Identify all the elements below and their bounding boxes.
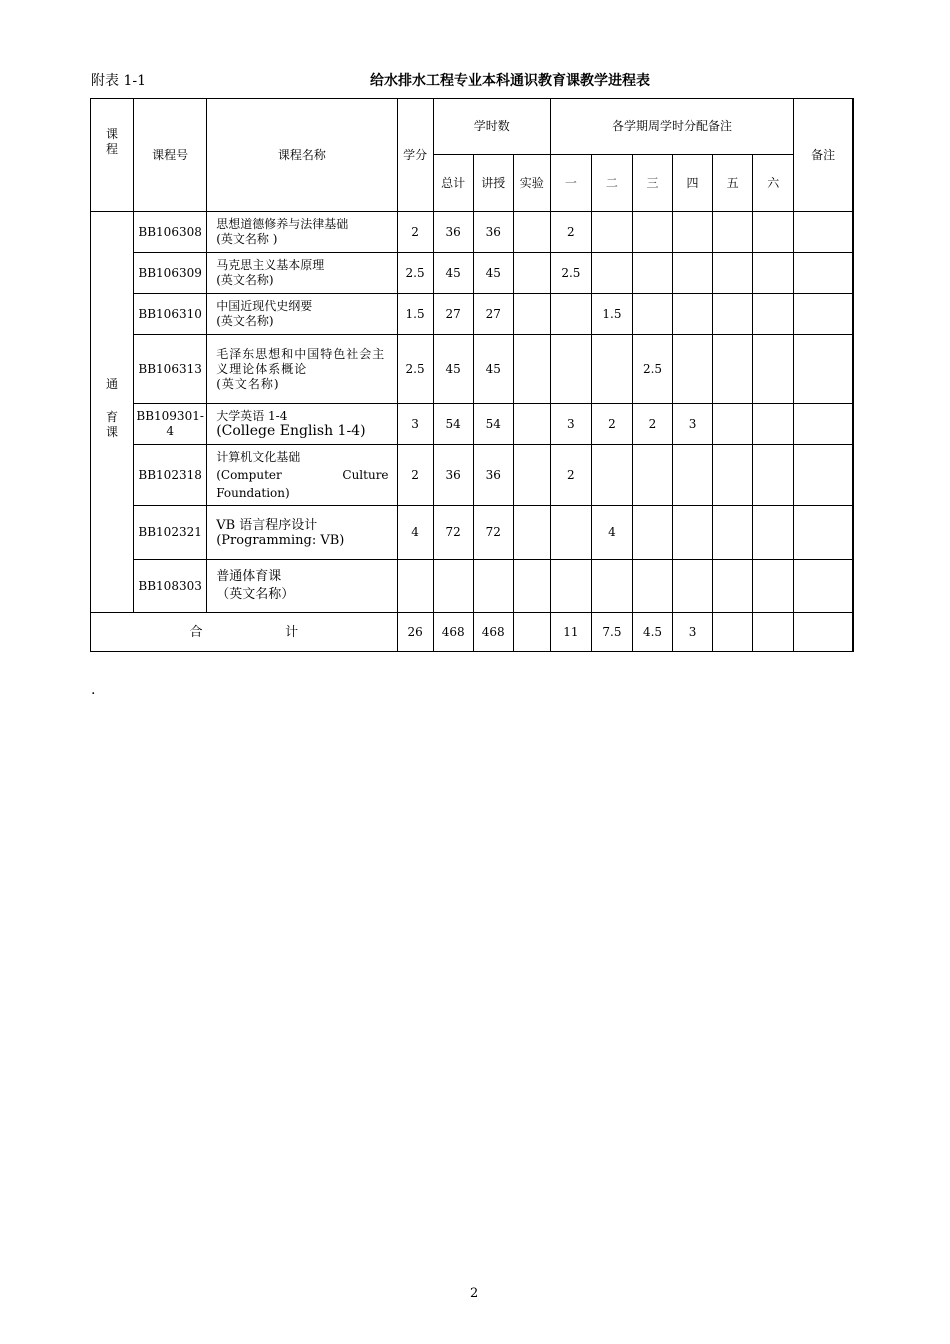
course-name-cn: 中国近现代史纲要 — [216, 299, 313, 313]
semester-2 — [591, 335, 632, 404]
stray-dot: . — [91, 682, 96, 698]
course-name — [207, 445, 397, 506]
table-row — [91, 212, 854, 253]
hours-total: 72 — [433, 506, 473, 560]
semester-3 — [632, 212, 672, 253]
course-name — [207, 212, 397, 253]
credit: 2.5 — [397, 253, 433, 294]
course-name-cn: 马克思主义基本原理 — [216, 258, 325, 272]
course-name — [207, 253, 397, 294]
hours-lecture: 27 — [473, 294, 513, 335]
totals-hours-lecture: 468 — [473, 613, 513, 652]
header-hours: 学时数 — [433, 99, 550, 155]
remarks — [794, 506, 853, 560]
category-cell — [91, 212, 134, 613]
course-name-cn: 毛泽东思想和中国特色社会主义理论体系概论 — [216, 346, 386, 376]
header-course-name: 课程名称 — [207, 99, 397, 212]
semester-3 — [632, 506, 672, 560]
course-name-en: (英文名称) — [216, 376, 280, 391]
table-row — [91, 294, 854, 335]
semester-2 — [591, 560, 632, 613]
semester-1: 2 — [550, 212, 591, 253]
totals-semester-4: 3 — [673, 613, 713, 652]
header-remarks: 备注 — [794, 99, 853, 212]
hours-total: 54 — [433, 404, 473, 445]
table-row — [91, 335, 854, 404]
semester-5 — [713, 445, 753, 506]
course-code: BB109301-4 — [134, 404, 207, 445]
semester-3: 2.5 — [632, 335, 672, 404]
credit: 2 — [397, 212, 433, 253]
course-code: BB108303 — [134, 560, 207, 613]
hours-lab — [513, 294, 550, 335]
semester-1: 2 — [550, 445, 591, 506]
header-hours-total: 总计 — [433, 155, 473, 212]
credit: 4 — [397, 506, 433, 560]
course-name-cn: 大学英语 1-4 — [216, 409, 288, 423]
semester-5 — [713, 294, 753, 335]
course-code: BB102321 — [134, 506, 207, 560]
totals-hours-lab — [513, 613, 550, 652]
semester-4 — [673, 506, 713, 560]
semester-2 — [591, 212, 632, 253]
category-label-bottom: 育 课 — [106, 410, 119, 439]
course-name-cn: 普通体育课 — [216, 569, 282, 584]
hours-total: 27 — [433, 294, 473, 335]
hours-lab — [513, 212, 550, 253]
header-course-code: 课程号 — [134, 99, 207, 212]
semester-5 — [713, 335, 753, 404]
hours-lecture: 45 — [473, 335, 513, 404]
course-name — [207, 560, 397, 613]
semester-1: 2.5 — [550, 253, 591, 294]
course-name-en: (英文名称 ) — [216, 232, 278, 246]
semester-6 — [753, 506, 794, 560]
semester-4 — [673, 560, 713, 613]
semester-6 — [753, 560, 794, 613]
header-semester-3: 三 — [632, 155, 672, 212]
totals-label: 合 计 — [91, 613, 398, 652]
semester-5 — [713, 404, 753, 445]
hours-lab — [513, 253, 550, 294]
hours-total: 45 — [433, 253, 473, 294]
hours-lecture: 45 — [473, 253, 513, 294]
header-semester-5: 五 — [713, 155, 753, 212]
course-code: BB106308 — [134, 212, 207, 253]
totals-hours-total: 468 — [433, 613, 473, 652]
course-code: BB102318 — [134, 445, 207, 506]
page-title: 给水排水工程专业本科通识教育课教学进程表 — [370, 73, 650, 89]
totals-remarks — [794, 613, 853, 652]
semester-1 — [550, 335, 591, 404]
hours-lecture: 54 — [473, 404, 513, 445]
course-name-en: (英文名称) — [216, 273, 274, 287]
header-semesters: 各学期周学时分配备注 — [550, 99, 793, 155]
remarks — [794, 253, 853, 294]
semester-2: 2 — [591, 404, 632, 445]
header-semester-6: 六 — [753, 155, 794, 212]
hours-lecture: 72 — [473, 506, 513, 560]
semester-3 — [632, 294, 672, 335]
semester-1: 3 — [550, 404, 591, 445]
semester-2: 1.5 — [591, 294, 632, 335]
semester-1 — [550, 506, 591, 560]
hours-lab — [513, 445, 550, 506]
semester-6 — [753, 253, 794, 294]
header-credit: 学分 — [397, 99, 433, 212]
course-code: BB106313 — [134, 335, 207, 404]
semester-1 — [550, 560, 591, 613]
totals-semester-1: 11 — [550, 613, 591, 652]
credit — [397, 560, 433, 613]
hours-lab — [513, 335, 550, 404]
totals-row — [91, 613, 854, 652]
semester-2 — [591, 253, 632, 294]
table-row — [91, 253, 854, 294]
semester-4 — [673, 212, 713, 253]
hours-lab — [513, 560, 550, 613]
table-row — [91, 445, 854, 506]
semester-6 — [753, 404, 794, 445]
semester-6 — [753, 294, 794, 335]
course-name-en: (英文名称) — [216, 314, 274, 328]
course-name — [207, 294, 397, 335]
course-name-cn: VB 语言程序设计 — [216, 517, 318, 533]
hours-total: 36 — [433, 212, 473, 253]
hours-lecture: 36 — [473, 445, 513, 506]
course-name-cn: 计算机文化基础 — [216, 450, 301, 464]
semester-5 — [713, 506, 753, 560]
category-label-top: 通 — [106, 377, 119, 391]
course-name-en: (Programming: VB) — [216, 532, 345, 548]
header-category: 课 程 — [91, 99, 134, 212]
hours-lecture — [473, 560, 513, 613]
remarks — [794, 294, 853, 335]
table-row — [91, 560, 854, 613]
semester-3 — [632, 253, 672, 294]
hours-total: 36 — [433, 445, 473, 506]
course-name — [207, 335, 397, 404]
header-hours-lab: 实验 — [513, 155, 550, 212]
hours-total — [433, 560, 473, 613]
totals-semester-6 — [753, 613, 794, 652]
semester-2: 4 — [591, 506, 632, 560]
header-semester-1: 一 — [550, 155, 591, 212]
totals-semester-2: 7.5 — [591, 613, 632, 652]
semester-3 — [632, 560, 672, 613]
page-number: 2 — [470, 1286, 479, 1301]
totals-semester-5 — [713, 613, 753, 652]
credit: 2.5 — [397, 335, 433, 404]
table-row — [91, 506, 854, 560]
remarks — [794, 335, 853, 404]
semester-4 — [673, 294, 713, 335]
semester-5 — [713, 560, 753, 613]
semester-6 — [753, 335, 794, 404]
totals-credit: 26 — [397, 613, 433, 652]
semester-5 — [713, 253, 753, 294]
semester-4: 3 — [673, 404, 713, 445]
header-hours-lecture: 讲授 — [473, 155, 513, 212]
curriculum-table — [90, 98, 854, 652]
credit: 1.5 — [397, 294, 433, 335]
remarks — [794, 404, 853, 445]
hours-total: 45 — [433, 335, 473, 404]
hours-lab — [513, 404, 550, 445]
semester-4 — [673, 335, 713, 404]
semester-4 — [673, 445, 713, 506]
semester-6 — [753, 445, 794, 506]
remarks — [794, 560, 853, 613]
course-name — [207, 404, 397, 445]
course-code: BB106309 — [134, 253, 207, 294]
course-name-en: （英文名称） — [216, 587, 295, 602]
remarks — [794, 212, 853, 253]
header-semester-4: 四 — [673, 155, 713, 212]
header-semester-2: 二 — [591, 155, 632, 212]
course-name-en: (College English 1-4) — [216, 423, 366, 439]
credit: 3 — [397, 404, 433, 445]
course-name-cn: 思想道德修养与法律基础 — [216, 217, 349, 231]
course-name-en: (Computer Culture Foundation) — [216, 468, 389, 500]
semester-1 — [550, 294, 591, 335]
totals-semester-3: 4.5 — [632, 613, 672, 652]
semester-3: 2 — [632, 404, 672, 445]
credit: 2 — [397, 445, 433, 506]
course-name — [207, 506, 397, 560]
semester-5 — [713, 212, 753, 253]
semester-4 — [673, 253, 713, 294]
table-row — [91, 404, 854, 445]
table-caption-number: 附表 1-1 — [91, 73, 146, 89]
semester-2 — [591, 445, 632, 506]
remarks — [794, 445, 853, 506]
course-code: BB106310 — [134, 294, 207, 335]
semester-6 — [753, 212, 794, 253]
hours-lecture: 36 — [473, 212, 513, 253]
hours-lab — [513, 506, 550, 560]
semester-3 — [632, 445, 672, 506]
